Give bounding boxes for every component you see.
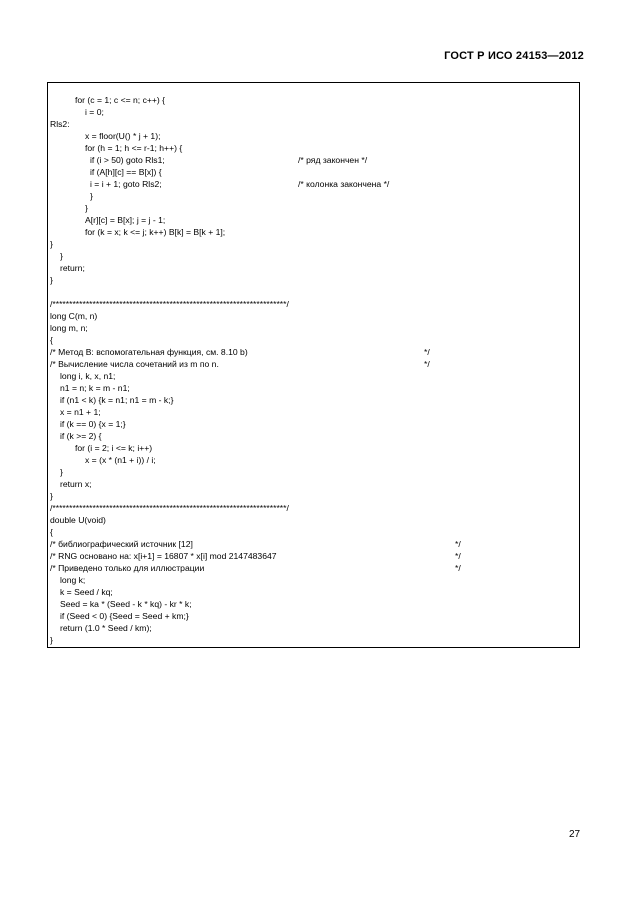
code-line: n1 = n; k = m - n1; (60, 383, 130, 393)
code-line: if (n1 < k) {k = n1; n1 = m - k;} (60, 395, 174, 405)
code-line: k = Seed / kq; (60, 587, 113, 597)
code-line: long m, n; (50, 323, 88, 333)
code-line: if (k == 0) {x = 1;} (60, 419, 126, 429)
code-line: if (Seed < 0) {Seed = Seed + km;} (60, 611, 189, 621)
code-line: /* RNG основано на: x[i+1] = 16807 * x[i] mod 2147483647 (50, 551, 277, 561)
code-comment: */ (424, 347, 430, 357)
code-line: A[r][c] = B[x]; j = j - 1; (85, 215, 166, 225)
code-comment: */ (455, 563, 461, 573)
code-line: } (60, 467, 63, 477)
code-comment: /* ряд закончен */ (298, 155, 368, 165)
code-line: } (50, 635, 53, 645)
code-line: x = floor(U() * j + 1); (85, 131, 161, 141)
code-comment: */ (424, 359, 430, 369)
page-number: 27 (569, 829, 581, 840)
code-line: /**********************************************************************/ (50, 503, 289, 513)
code-line: i = i + 1; goto Rls2; (90, 179, 162, 189)
code-line: /* Метод В: вспомогательная функция, см. 8.10 b) (50, 347, 248, 357)
code-line: if (A[h][c] == B[x]) { (90, 167, 162, 177)
code-line: for (k = x; k <= j; k++) B[k] = B[k + 1]; (85, 227, 226, 237)
code-line: for (c = 1; c <= n; c++) { (75, 95, 166, 105)
code-line: long k; (60, 575, 86, 585)
code-line: long C(m, n) (50, 311, 98, 321)
code-line: /* Вычисление числа сочетаний из m по n. (50, 359, 219, 369)
code-line: Seed = ka * (Seed - k * kq) - kr * k; (60, 599, 192, 609)
code-line: return (1.0 * Seed / km); (60, 623, 152, 633)
code-line: /* библиографический источник [12] (50, 539, 193, 549)
code-line: return x; (60, 479, 92, 489)
code-line: } (50, 491, 53, 501)
code-listing-box (47, 82, 580, 648)
code-line: /**********************************************************************/ (50, 299, 289, 309)
code-line: } (50, 239, 53, 249)
code-line: for (h = 1; h <= r-1; h++) { (85, 143, 183, 153)
code-line: } (60, 251, 63, 261)
code-line: return; (60, 263, 85, 273)
code-line: Rls2: (50, 119, 70, 129)
code-comment: */ (455, 539, 461, 549)
code-line: long i, k, x, n1; (60, 371, 116, 381)
code-line: } (90, 191, 93, 201)
code-line: x = n1 + 1; (60, 407, 101, 417)
code-line: x = (x * (n1 + i)) / i; (85, 455, 156, 465)
code-line: } (85, 203, 88, 213)
code-line: for (i = 2; i <= k; i++) (75, 443, 153, 453)
code-line: } (50, 275, 53, 285)
code-line: /* Приведено только для иллюстрации (50, 563, 205, 573)
code-line: i = 0; (85, 107, 104, 117)
code-comment: */ (455, 551, 461, 561)
code-line: { (50, 335, 53, 345)
standard-header: ГОСТ Р ИСО 24153—2012 (444, 50, 584, 62)
code-line: double U(void) (50, 515, 106, 525)
code-line: if (k >= 2) { (60, 431, 102, 441)
code-comment: /* колонка закончена */ (298, 179, 390, 189)
code-line: if (i > 50) goto Rls1; (90, 155, 165, 165)
code-line: { (50, 527, 53, 537)
